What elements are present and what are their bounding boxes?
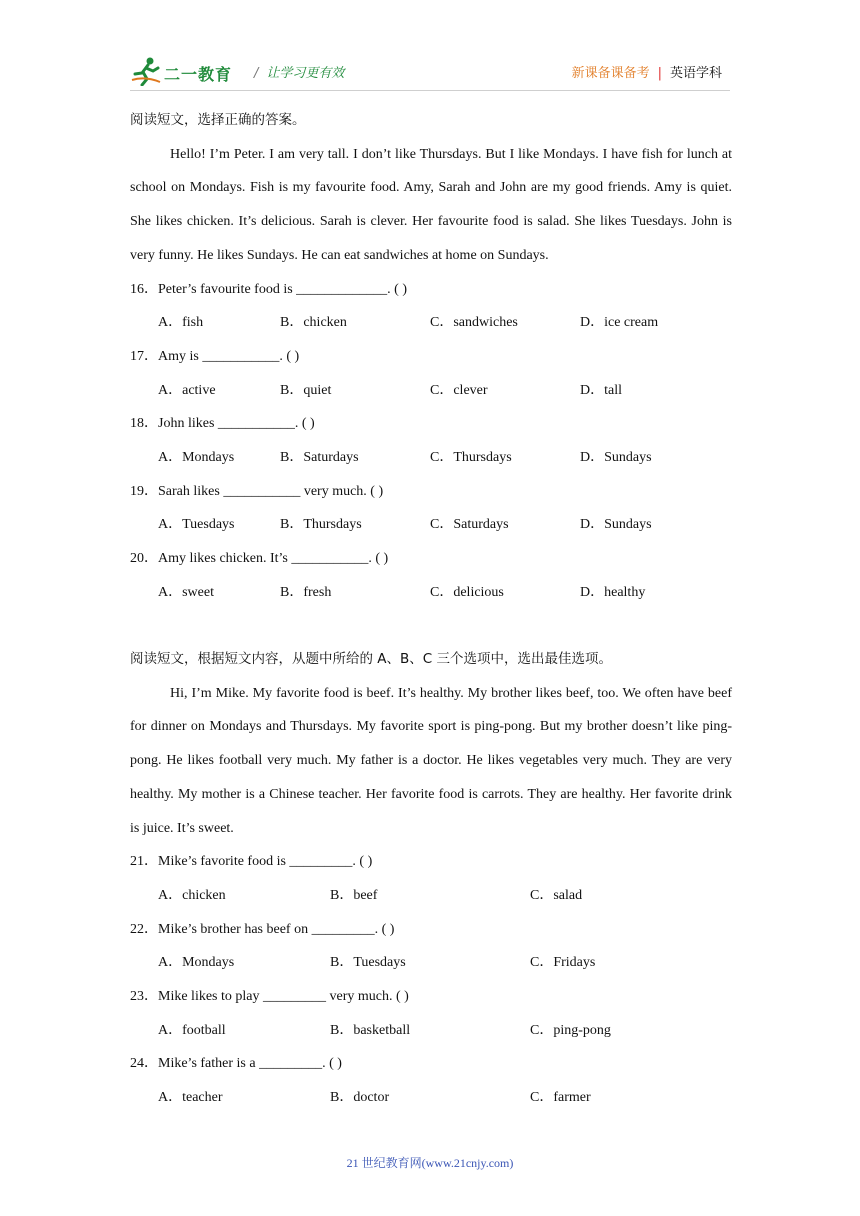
question-options (130, 879, 732, 913)
question-options (130, 508, 732, 542)
option: B．Thursdays (280, 517, 362, 533)
option: B．basketball (330, 1022, 411, 1038)
question-options (130, 1014, 732, 1048)
question-options (130, 306, 732, 340)
option: A．Tuesdays (158, 517, 235, 533)
runner-logo-icon (130, 56, 164, 86)
option: B．Saturdays (280, 449, 359, 465)
option: B．beef (330, 887, 378, 903)
question-stem: 21．Mike’s favorite food is _________. ( ) (130, 854, 373, 870)
option: A．fish (158, 315, 204, 331)
option: A．sweet (158, 584, 214, 600)
option: D．Sundays (580, 517, 652, 533)
question-options (130, 576, 732, 610)
option: C．sandwiches (430, 315, 518, 331)
option: B．fresh (280, 584, 332, 600)
option: A．football (158, 1022, 226, 1038)
section1-instruction: 阅读短文，选择正确的答案。 (130, 112, 306, 128)
option: D．tall (580, 382, 622, 398)
question-stem: 16．Peter’s favourite food is _____________. ( ) (130, 281, 407, 297)
option: B．chicken (280, 315, 347, 331)
option: A．Mondays (158, 449, 235, 465)
question-stem: 19．Sarah likes ___________ very much. ( ) (130, 483, 384, 499)
option: C．ping-pong (530, 1022, 611, 1038)
slogan-text: 让学习更有效 (266, 66, 345, 81)
slogan: / 让学习更有效 (254, 66, 345, 81)
option: C．Fridays (530, 955, 596, 971)
header-course: 新课备课备考 (571, 66, 650, 81)
option: A．chicken (158, 887, 226, 903)
option: C．Thursdays (430, 449, 512, 465)
header-divider (130, 90, 730, 91)
document-body (130, 104, 732, 1115)
question-stem: 20．Amy likes chicken. It’s ___________. ( ) (130, 551, 389, 566)
question-options (130, 1081, 732, 1115)
header-subject: 新课备课备考 | 英语学科 (571, 66, 722, 81)
option: A．teacher (158, 1090, 223, 1106)
option: C．delicious (430, 584, 504, 600)
question-stem: 22．Mike’s brother has beef on _________. ( ) (130, 921, 395, 937)
logo-text: 二一教育 (164, 65, 233, 84)
option: B．quiet (280, 382, 332, 398)
option: A．Mondays (158, 955, 235, 971)
question-options (130, 441, 732, 475)
question-stem: 18．John likes ___________. ( ) (130, 416, 315, 432)
option: D．Sundays (580, 449, 652, 465)
header-subject-name: 英语学科 (669, 66, 722, 81)
question-stem: 23．Mike likes to play _________ very much. ( ) (130, 989, 409, 1005)
option: D．healthy (580, 584, 646, 600)
question-stem: 17．Amy is ___________. ( ) (130, 348, 300, 364)
option: B．Tuesdays (330, 955, 406, 971)
option: B．doctor (330, 1090, 390, 1106)
question-options (130, 946, 732, 980)
option: C．Saturdays (430, 517, 509, 533)
section2-passage: Hi, I’m Mike. My favorite food is beef. It’s healthy. My brother likes beef, too. We often have beef for dinner on Mondays and Thursdays. My favorite sport is ping-pong. But my brother doesn’t like ping-pong. He likes football very much. My father is a doctor. He likes vegetables very much. They are very healthy. My mother is a Chinese teacher. Her favorite food is carrots. They are healthy. Her favorite drink is juice. It’s sweet. (130, 685, 732, 836)
section-gap (130, 609, 732, 643)
page-header (130, 54, 730, 88)
section2-instruction: 阅读短文，根据短文内容，从题中所给的 A、B、C 三个选项中，选出最佳选项。 (130, 651, 613, 668)
option: A．active (158, 382, 216, 398)
page-footer: 21 世纪教育网(www.21cnjy.com) (346, 1156, 514, 1170)
section1-passage: Hello! I’m Peter. I am very tall. I don’t like Thursdays. But I like Mondays. I have fish for lunch at school on Mondays. Fish is my favourite food. Amy, Sarah and John are my good friends. Amy is quiet. She likes chicken. It’s delicious. Sarah is clever. Her favourite food is salad. She likes Tuesdays. John is very funny. He likes Sundays. He can eat sandwiches at home on Sundays. (130, 146, 732, 263)
option: D．ice cream (580, 315, 659, 331)
option: C．clever (430, 382, 488, 398)
question-stem: 24．Mike’s father is a _________. ( ) (130, 1056, 342, 1072)
option: C．salad (530, 887, 583, 903)
option: C．farmer (530, 1090, 591, 1106)
logo (130, 56, 248, 88)
question-options (130, 374, 732, 408)
